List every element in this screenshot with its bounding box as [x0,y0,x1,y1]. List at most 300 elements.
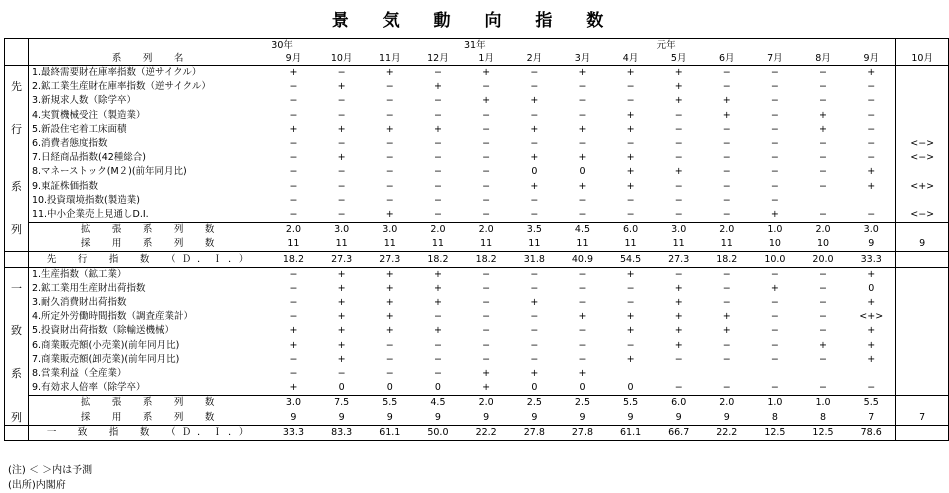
coincident-value-cell: 0 [868,282,875,294]
leading-value-cell: − [337,109,346,121]
coincident-value-cell: − [770,311,779,323]
leading-value-cell: − [722,138,731,150]
leading-value-cell: − [867,152,876,164]
leading-value-cell: 0 [531,166,538,178]
coincident-value-cell: − [530,268,539,280]
year-label [318,39,366,53]
leading-value-cell: − [578,138,587,150]
coincident-value-cell: + [385,311,394,323]
leading-value-cell: − [626,138,635,150]
coincident-value-cell: − [289,297,298,309]
leading-value-cell: + [722,109,731,121]
leading-october-cell [896,123,949,137]
coincident-value-cell: 5.5 [847,396,896,411]
leading-value-cell: + [530,95,539,107]
leading-value-cell: 33.3 [847,252,896,267]
leading-value-cell: + [385,67,394,79]
leading-series-label: 拡 張 系 列 数 [28,223,269,238]
coincident-value-cell [799,367,847,381]
leading-value-cell: + [482,95,491,107]
leading-value-cell: 31.8 [510,252,558,267]
coincident-value-cell: 9 [338,411,345,423]
leading-value-cell: − [819,208,827,220]
leading-value-cell: − [770,180,779,192]
leading-value-cell: 3.0 [655,223,703,238]
leading-value-cell: 2.0 [799,223,847,238]
coincident-series-row [5,296,949,310]
coincident-value-cell [847,367,896,381]
leading-value-cell: − [433,109,442,121]
coincident-series-row [5,367,949,381]
leading-value-cell: − [770,109,779,121]
leading-value-cell: + [433,123,442,135]
coincident-october-cell [896,282,949,296]
coincident-value-cell: 0 [338,382,345,394]
month-header: 1月 [462,52,510,66]
coincident-value-cell: − [433,353,442,365]
coincident-october-cell [896,310,949,324]
coincident-value-cell: + [337,325,346,337]
coincident-value-cell: + [289,339,298,351]
year-label: 31年 [462,39,510,53]
coincident-value-cell: + [867,297,876,309]
leading-value-cell [847,194,896,208]
leading-series-label: 4.実質機械受注（製造業） [28,109,269,123]
coincident-value-cell: − [819,282,827,294]
coincident-value-cell: 0 [386,382,393,394]
coincident-value-cell: + [433,325,442,337]
coincident-value-cell: + [867,325,876,337]
leading-value-cell: 2.0 [462,223,510,238]
leading-value-cell: − [337,95,346,107]
header-blank-cell [896,39,949,53]
coincident-value-cell: 22.2 [462,425,510,440]
coincident-value-cell: − [770,382,779,394]
leading-value-cell: 11 [383,238,396,250]
coincident-value-cell: 2.5 [558,396,606,411]
header-blank-cell [5,39,29,53]
coincident-series-label: 6.商業販売額(小売業)(前年同月比) [28,339,269,353]
coincident-value-cell: − [819,268,827,280]
coincident-series-row [5,324,949,338]
year-label [414,39,462,53]
leading-value-cell: 4.5 [558,223,606,238]
leading-value-cell: − [819,180,827,192]
leading-value-cell: + [626,180,635,192]
leading-value-cell: − [385,138,394,150]
leading-value-cell: − [819,95,827,107]
leading-value-cell: − [674,123,683,135]
coincident-value-cell: + [578,311,587,323]
month-header: 7月 [751,52,799,66]
footnote: (注) ＜ ＞内は予測 [8,465,93,476]
leading-value-cell: − [867,138,876,150]
leading-value-cell: + [674,95,683,107]
leading-value-cell: − [433,194,442,206]
coincident-value-cell: − [819,297,827,309]
leading-value-cell: − [433,166,442,178]
leading-value-cell: 27.3 [366,252,414,267]
leading-value-cell: − [433,95,442,107]
coincident-value-cell: 9 [386,411,393,423]
coincident-value-cell: − [578,339,587,351]
coincident-value-cell: + [337,353,346,365]
coincident-value-cell: 12.5 [799,425,847,440]
coincident-value-cell: − [770,297,779,309]
coincident-value-cell: − [530,325,539,337]
coincident-series-row [5,339,949,353]
coincident-value-cell: 6.0 [655,396,703,411]
coincident-value-cell: 27.8 [510,425,558,440]
leading-value-cell: + [578,123,587,135]
coincident-value-cell [703,367,751,381]
leading-series-row [5,180,949,194]
coincident-october-cell [896,425,949,440]
leading-value-cell: − [289,180,298,192]
leading-value-cell: − [722,81,731,93]
leading-value-cell: − [289,208,298,220]
leading-value-cell: 11 [624,238,637,250]
leading-value-cell: 11 [528,238,541,250]
coincident-value-cell: − [770,339,779,351]
leading-series-row [5,151,949,165]
coincident-october-cell [896,267,949,282]
leading-value-cell: − [385,95,394,107]
leading-category-char [5,165,29,179]
leading-value-cell: + [482,67,491,79]
coincident-value-cell: − [819,311,827,323]
leading-value-cell: + [530,123,539,135]
leading-value-cell: 6.0 [607,223,655,238]
month-header: 10月 [318,52,366,66]
leading-value-cell: + [867,166,876,178]
coincident-series-row [5,267,949,282]
leading-value-cell: − [819,152,827,164]
coincident-value-cell: + [722,311,731,323]
leading-value-cell: − [530,194,539,206]
month-header: 5月 [655,52,703,66]
leading-value-cell: − [770,138,779,150]
leading-value-cell: + [819,123,827,135]
coincident-category-char [5,353,29,367]
coincident-series-label: 拡 張 系 列 数 [28,396,269,411]
leading-series-label: 1.最終需要財在庫率指数（逆サイクル） [28,66,269,81]
leading-value-cell: − [626,95,635,107]
leading-value-cell: 27.3 [655,252,703,267]
leading-october-cell [896,223,949,238]
coincident-value-cell: + [674,325,683,337]
month-header: 3月 [558,52,606,66]
coincident-value-cell: − [819,325,827,337]
coincident-value-cell: − [770,353,779,365]
leading-value-cell: − [385,180,394,192]
coincident-value-cell: + [289,325,298,337]
leading-value-cell: 2.0 [414,223,462,238]
leading-value-cell: − [578,95,587,107]
coincident-value-cell: + [674,311,683,323]
leading-value-cell: − [770,81,779,93]
coincident-category-char [5,267,29,282]
coincident-value-cell: − [530,353,539,365]
leading-value-cell: 11 [335,238,348,250]
coincident-value-cell: + [385,268,394,280]
month-header: 9月 [847,52,896,66]
coincident-value-cell: − [433,368,442,380]
year-label [510,39,558,53]
leading-count-row [5,223,949,238]
coincident-value-cell: 9 [579,411,586,423]
leading-value-cell: + [626,166,635,178]
leading-value-cell: − [433,138,442,150]
coincident-category-char [5,339,29,353]
leading-value-cell: − [722,180,731,192]
coincident-value-cell: − [385,353,394,365]
coincident-value-cell: − [626,282,635,294]
leading-value-cell: 40.9 [558,252,606,267]
coincident-count-row [5,411,949,426]
coincident-value-cell: 83.3 [318,425,366,440]
leading-value-cell: − [578,194,587,206]
series-name-header: 系 列 名 [28,52,269,66]
coincident-category-char: 系 [5,367,29,381]
coincident-value-cell: − [722,382,731,394]
coincident-october-cell: 7 [896,411,949,426]
leading-category-char: 系 [5,180,29,194]
leading-category-char: 列 [5,223,29,238]
coincident-value-cell: + [385,325,394,337]
leading-value-cell: − [289,166,298,178]
leading-value-cell: + [578,152,587,164]
leading-value-cell: − [578,109,587,121]
coincident-value-cell: − [578,297,587,309]
coincident-value-cell: − [530,311,539,323]
leading-value-cell: − [337,67,346,79]
coincident-value-cell: − [289,353,298,365]
source-note: (出所)内閣府 [8,480,66,491]
leading-series-label: 6.消費者態度指数 [28,137,269,151]
leading-category-char: 先 [5,80,29,94]
year-label [751,39,799,53]
leading-value-cell: − [337,180,346,192]
leading-value-cell: − [578,81,587,93]
leading-value-cell: − [385,194,394,206]
leading-value-cell: − [289,109,298,121]
leading-value-cell: − [482,81,491,93]
leading-category-char [5,237,29,252]
coincident-value-cell: 0 [531,382,538,394]
leading-series-label: 2.鉱工業生産財在庫率指数（逆サイクル） [28,80,269,94]
leading-value-cell: − [867,208,876,220]
leading-value-cell: − [770,152,779,164]
leading-value-cell: − [674,180,683,192]
leading-value-cell: + [289,123,298,135]
year-label [799,39,847,53]
leading-value-cell: − [385,81,394,93]
leading-series-label: 8.マネーストック(M２)(前年同月比) [28,165,269,179]
leading-october-cell: <−> [896,137,949,151]
coincident-value-cell: − [482,268,491,280]
leading-series-label: 先 行 指 数 （Ｄ．Ｉ．） [28,252,269,267]
coincident-value-cell: 33.3 [269,425,317,440]
coincident-october-cell [896,296,949,310]
coincident-value-cell: − [674,382,683,394]
leading-value-cell: 11 [431,238,444,250]
leading-category-char [5,252,29,267]
leading-value-cell: 10.0 [751,252,799,267]
coincident-value-cell: − [482,325,491,337]
leading-series-label: 7.日経商品指数(42種総合) [28,151,269,165]
coincident-value-cell: − [626,339,635,351]
coincident-value-cell [607,367,655,381]
coincident-value-cell: − [530,282,539,294]
leading-value-cell: + [385,208,394,220]
coincident-value-cell: − [722,339,731,351]
leading-value-cell: − [289,81,298,93]
leading-value-cell: − [770,67,779,79]
coincident-value-cell: + [433,268,442,280]
leading-value-cell: 10 [768,238,781,250]
coincident-value-cell: + [337,311,346,323]
coincident-value-cell: − [722,297,731,309]
coincident-october-cell [896,339,949,353]
coincident-value-cell: 9 [290,411,297,423]
leading-value-cell: − [289,95,298,107]
coincident-value-cell: − [722,268,731,280]
leading-value-cell: − [385,152,394,164]
year-label: 30年 [269,39,317,53]
leading-october-cell: <−> [896,208,949,223]
leading-value-cell: − [722,123,731,135]
leading-series-row [5,109,949,123]
leading-value-cell: − [722,67,731,79]
leading-category-char [5,137,29,151]
coincident-value-cell: 12.5 [751,425,799,440]
leading-value-cell: − [530,138,539,150]
coincident-value-cell: + [626,353,635,365]
coincident-value-cell: − [385,339,394,351]
coincident-value-cell: + [674,282,683,294]
coincident-value-cell [751,367,799,381]
coincident-series-label: 3.耐久消費財出荷指数 [28,296,269,310]
leading-value-cell: − [530,81,539,93]
coincident-value-cell: + [770,282,779,294]
leading-value-cell: 54.5 [607,252,655,267]
coincident-value-cell: 27.8 [558,425,606,440]
coincident-value-cell: − [578,282,587,294]
coincident-category-char [5,396,29,411]
leading-value-cell: − [482,180,491,192]
coincident-value-cell: − [433,311,442,323]
leading-october-cell [896,66,949,81]
coincident-value-cell: − [385,368,394,380]
coincident-series-label: 9.有効求人倍率（除学卒） [28,381,269,396]
coincident-series-label: 2.鉱工業用生産財出荷指数 [28,282,269,296]
coincident-value-cell: 5.5 [607,396,655,411]
coincident-count-row [5,396,949,411]
leading-count-row [5,237,949,252]
coincident-series-row [5,310,949,324]
coincident-series-row [5,381,949,396]
coincident-value-cell: + [482,382,491,394]
leading-value-cell: 27.3 [318,252,366,267]
coincident-value-cell: + [337,297,346,309]
leading-value-cell: 18.2 [414,252,462,267]
coincident-value-cell: 0 [579,382,586,394]
leading-value-cell: − [337,208,346,220]
leading-value-cell: + [337,152,346,164]
coincident-value-cell: − [289,311,298,323]
coincident-value-cell: + [674,339,683,351]
coincident-category-char: 一 [5,282,29,296]
leading-value-cell: + [337,123,346,135]
coincident-value-cell: 78.6 [847,425,896,440]
coincident-value-cell: + [337,339,346,351]
coincident-value-cell: − [289,368,298,380]
coincident-series-label: 一 致 指 数 （Ｄ．Ｉ．） [28,425,269,440]
header-year-row [5,39,949,53]
year-label [366,39,414,53]
leading-category-char [5,151,29,165]
year-label [607,39,655,53]
coincident-series-row [5,282,949,296]
leading-value-cell: − [433,208,442,220]
coincident-value-cell: 61.1 [607,425,655,440]
coincident-value-cell: 7.5 [318,396,366,411]
leading-october-cell [896,94,949,108]
leading-value-cell: 9 [868,238,875,250]
leading-value-cell: 10 [816,238,830,250]
coincident-series-label: 5.投資財出荷指数（除輸送機械） [28,324,269,338]
leading-october-cell [896,109,949,123]
leading-value-cell: 11 [720,238,733,250]
coincident-value-cell: <+> [859,311,884,323]
coincident-value-cell: + [626,311,635,323]
leading-value-cell: 2.0 [703,223,751,238]
leading-value-cell: − [867,81,876,93]
leading-value-cell: 11 [672,238,685,250]
leading-value-cell: − [819,67,827,79]
leading-value-cell: + [626,152,635,164]
coincident-value-cell: 9 [434,411,441,423]
leading-value-cell: + [674,67,683,79]
leading-series-row [5,80,949,94]
leading-value-cell: + [337,81,346,93]
coincident-value-cell: 8 [771,411,778,423]
coincident-value-cell: + [433,297,442,309]
leading-october-cell [896,194,949,208]
leading-value-cell: + [578,180,587,192]
coincident-value-cell: + [626,268,635,280]
leading-october-cell [896,252,949,267]
coincident-value-cell: − [289,282,298,294]
leading-value-cell: + [674,81,683,93]
coincident-value-cell: + [289,382,298,394]
leading-value-cell: − [385,166,394,178]
year-label: 元年 [655,39,703,53]
leading-value-cell: 11 [480,238,493,250]
leading-value-cell: − [626,208,635,220]
coincident-value-cell: − [337,368,346,380]
coincident-value-cell: + [819,339,827,351]
coincident-value-cell: 7 [868,411,875,423]
coincident-value-cell: − [433,339,442,351]
coincident-value-cell: − [482,353,491,365]
coincident-value-cell: 9 [483,411,490,423]
leading-value-cell: − [433,152,442,164]
leading-value-cell: − [482,152,491,164]
coincident-value-cell: 50.0 [414,425,462,440]
leading-value-cell: + [433,81,442,93]
